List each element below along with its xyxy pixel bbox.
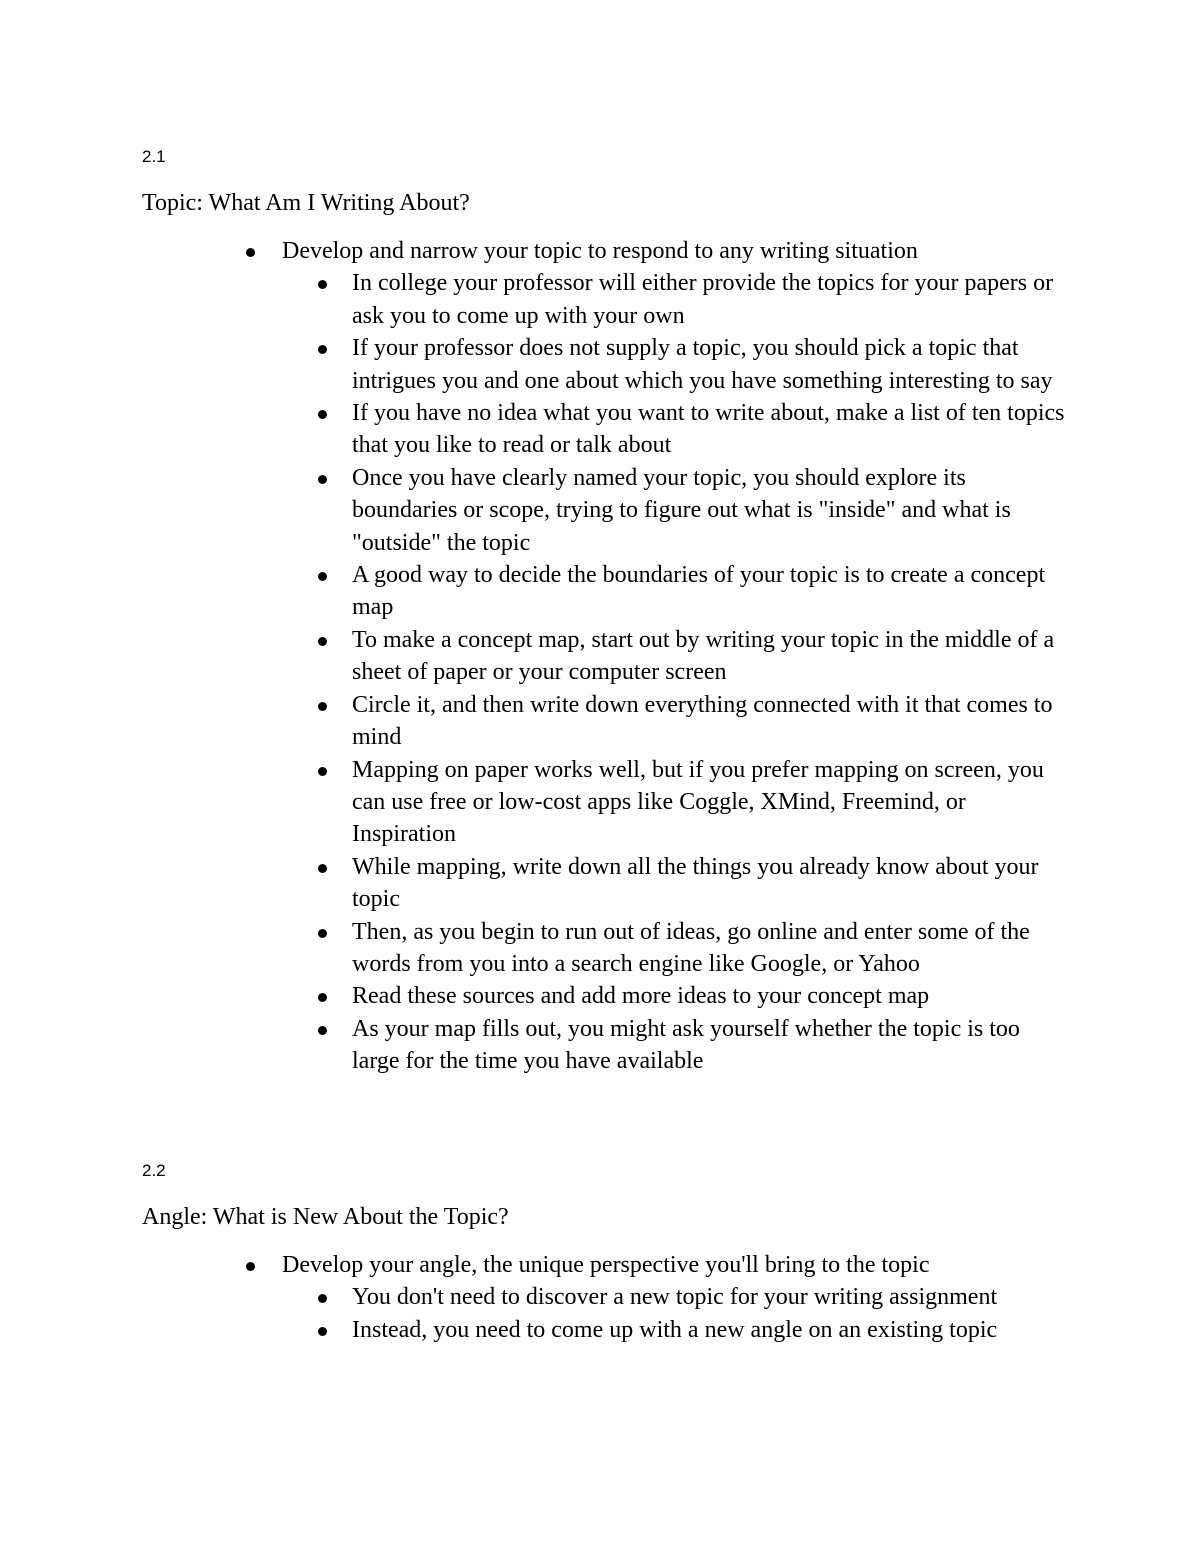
section-heading: Angle: What is New About the Topic? [142, 1204, 509, 1230]
bullet-icon [246, 1262, 255, 1271]
bullet-icon [318, 767, 327, 776]
list-item [352, 1314, 1072, 1346]
bullet-icon [318, 572, 327, 581]
list-item-text: Instead, you need to come up with a new angle on an existing topic [352, 1316, 998, 1343]
bullet-icon [318, 1294, 327, 1303]
list-item [352, 754, 1072, 851]
list-item [352, 397, 1072, 462]
list-item-text: If your professor does not supply a topic, you should pick a topic that intrigues you and one about which you have something interesting to say [352, 335, 1053, 394]
list-item-text: Read these sources and add more ideas to your concept map [352, 983, 930, 1010]
bullet-icon [318, 1327, 327, 1336]
list-item [282, 1249, 1082, 1281]
bullet-icon [318, 1026, 327, 1035]
list-item [352, 267, 1072, 332]
list-item-text: If you have no idea what you want to write about, make a list of ten topics that you like to read or talk about [352, 400, 1065, 459]
list-item-text: Circle it, and then write down everything connected with it that comes to mind [352, 691, 1053, 751]
bullet-list [0, 235, 1200, 1078]
list-item-text: As your map fills out, you might ask yourself whether the topic is too large for the time you have available [352, 1015, 1020, 1075]
bullet-icon [318, 410, 327, 419]
list-item [352, 851, 1072, 916]
bullet-list [0, 1249, 1200, 1346]
list-item [352, 916, 1072, 981]
list-item-text: You don't need to discover a new topic for your writing assignment [352, 1284, 998, 1311]
list-item-text: Once you have clearly named your topic, you should explore its boundaries or scope, trying to figure out what is "inside" and what is "outside" the topic [352, 464, 1011, 556]
list-item-text: Develop and narrow your topic to respond to any writing situation [282, 238, 918, 264]
list-item-text: Develop your angle, the unique perspective you'll bring to the topic [282, 1252, 930, 1278]
list-item [352, 462, 1072, 559]
bullet-icon [318, 702, 327, 711]
section-number: 2.2 [142, 1161, 166, 1180]
bullet-icon [318, 475, 327, 484]
list-item-text: To make a concept map, start out by writing your topic in the middle of a sheet of paper or your computer screen [352, 626, 1055, 686]
list-item-text: In college your professor will either provide the topics for your papers or ask you to come up with your own [352, 270, 1054, 329]
list-item [352, 624, 1072, 689]
list-item [352, 559, 1072, 624]
list-item [352, 980, 1072, 1012]
bullet-icon [318, 345, 327, 354]
section-heading: Topic: What Am I Writing About? [142, 190, 470, 216]
bullet-icon [318, 864, 327, 873]
list-item [352, 1013, 1072, 1078]
list-item [352, 332, 1072, 397]
list-item [352, 689, 1072, 754]
bullet-icon [318, 929, 327, 938]
list-item-text: Then, as you begin to run out of ideas, go online and enter some of the words from you into a search engine like Google, or Yahoo [352, 918, 1030, 977]
list-item-text: A good way to decide the boundaries of your topic is to create a concept map [352, 562, 1046, 621]
list-item-text: While mapping, write down all the things you already know about your topic [352, 853, 1039, 913]
list-item-text: Mapping on paper works well, but if you prefer mapping on screen, you can use free or low-cost apps like Coggle, XMind, Freemind, or Inspiration [352, 756, 1044, 848]
section-number: 2.1 [142, 147, 166, 166]
bullet-icon [246, 248, 255, 257]
bullet-icon [318, 280, 327, 289]
bullet-icon [318, 637, 327, 646]
list-item [352, 1281, 1072, 1313]
bullet-icon [318, 993, 327, 1002]
list-item [282, 235, 1082, 267]
